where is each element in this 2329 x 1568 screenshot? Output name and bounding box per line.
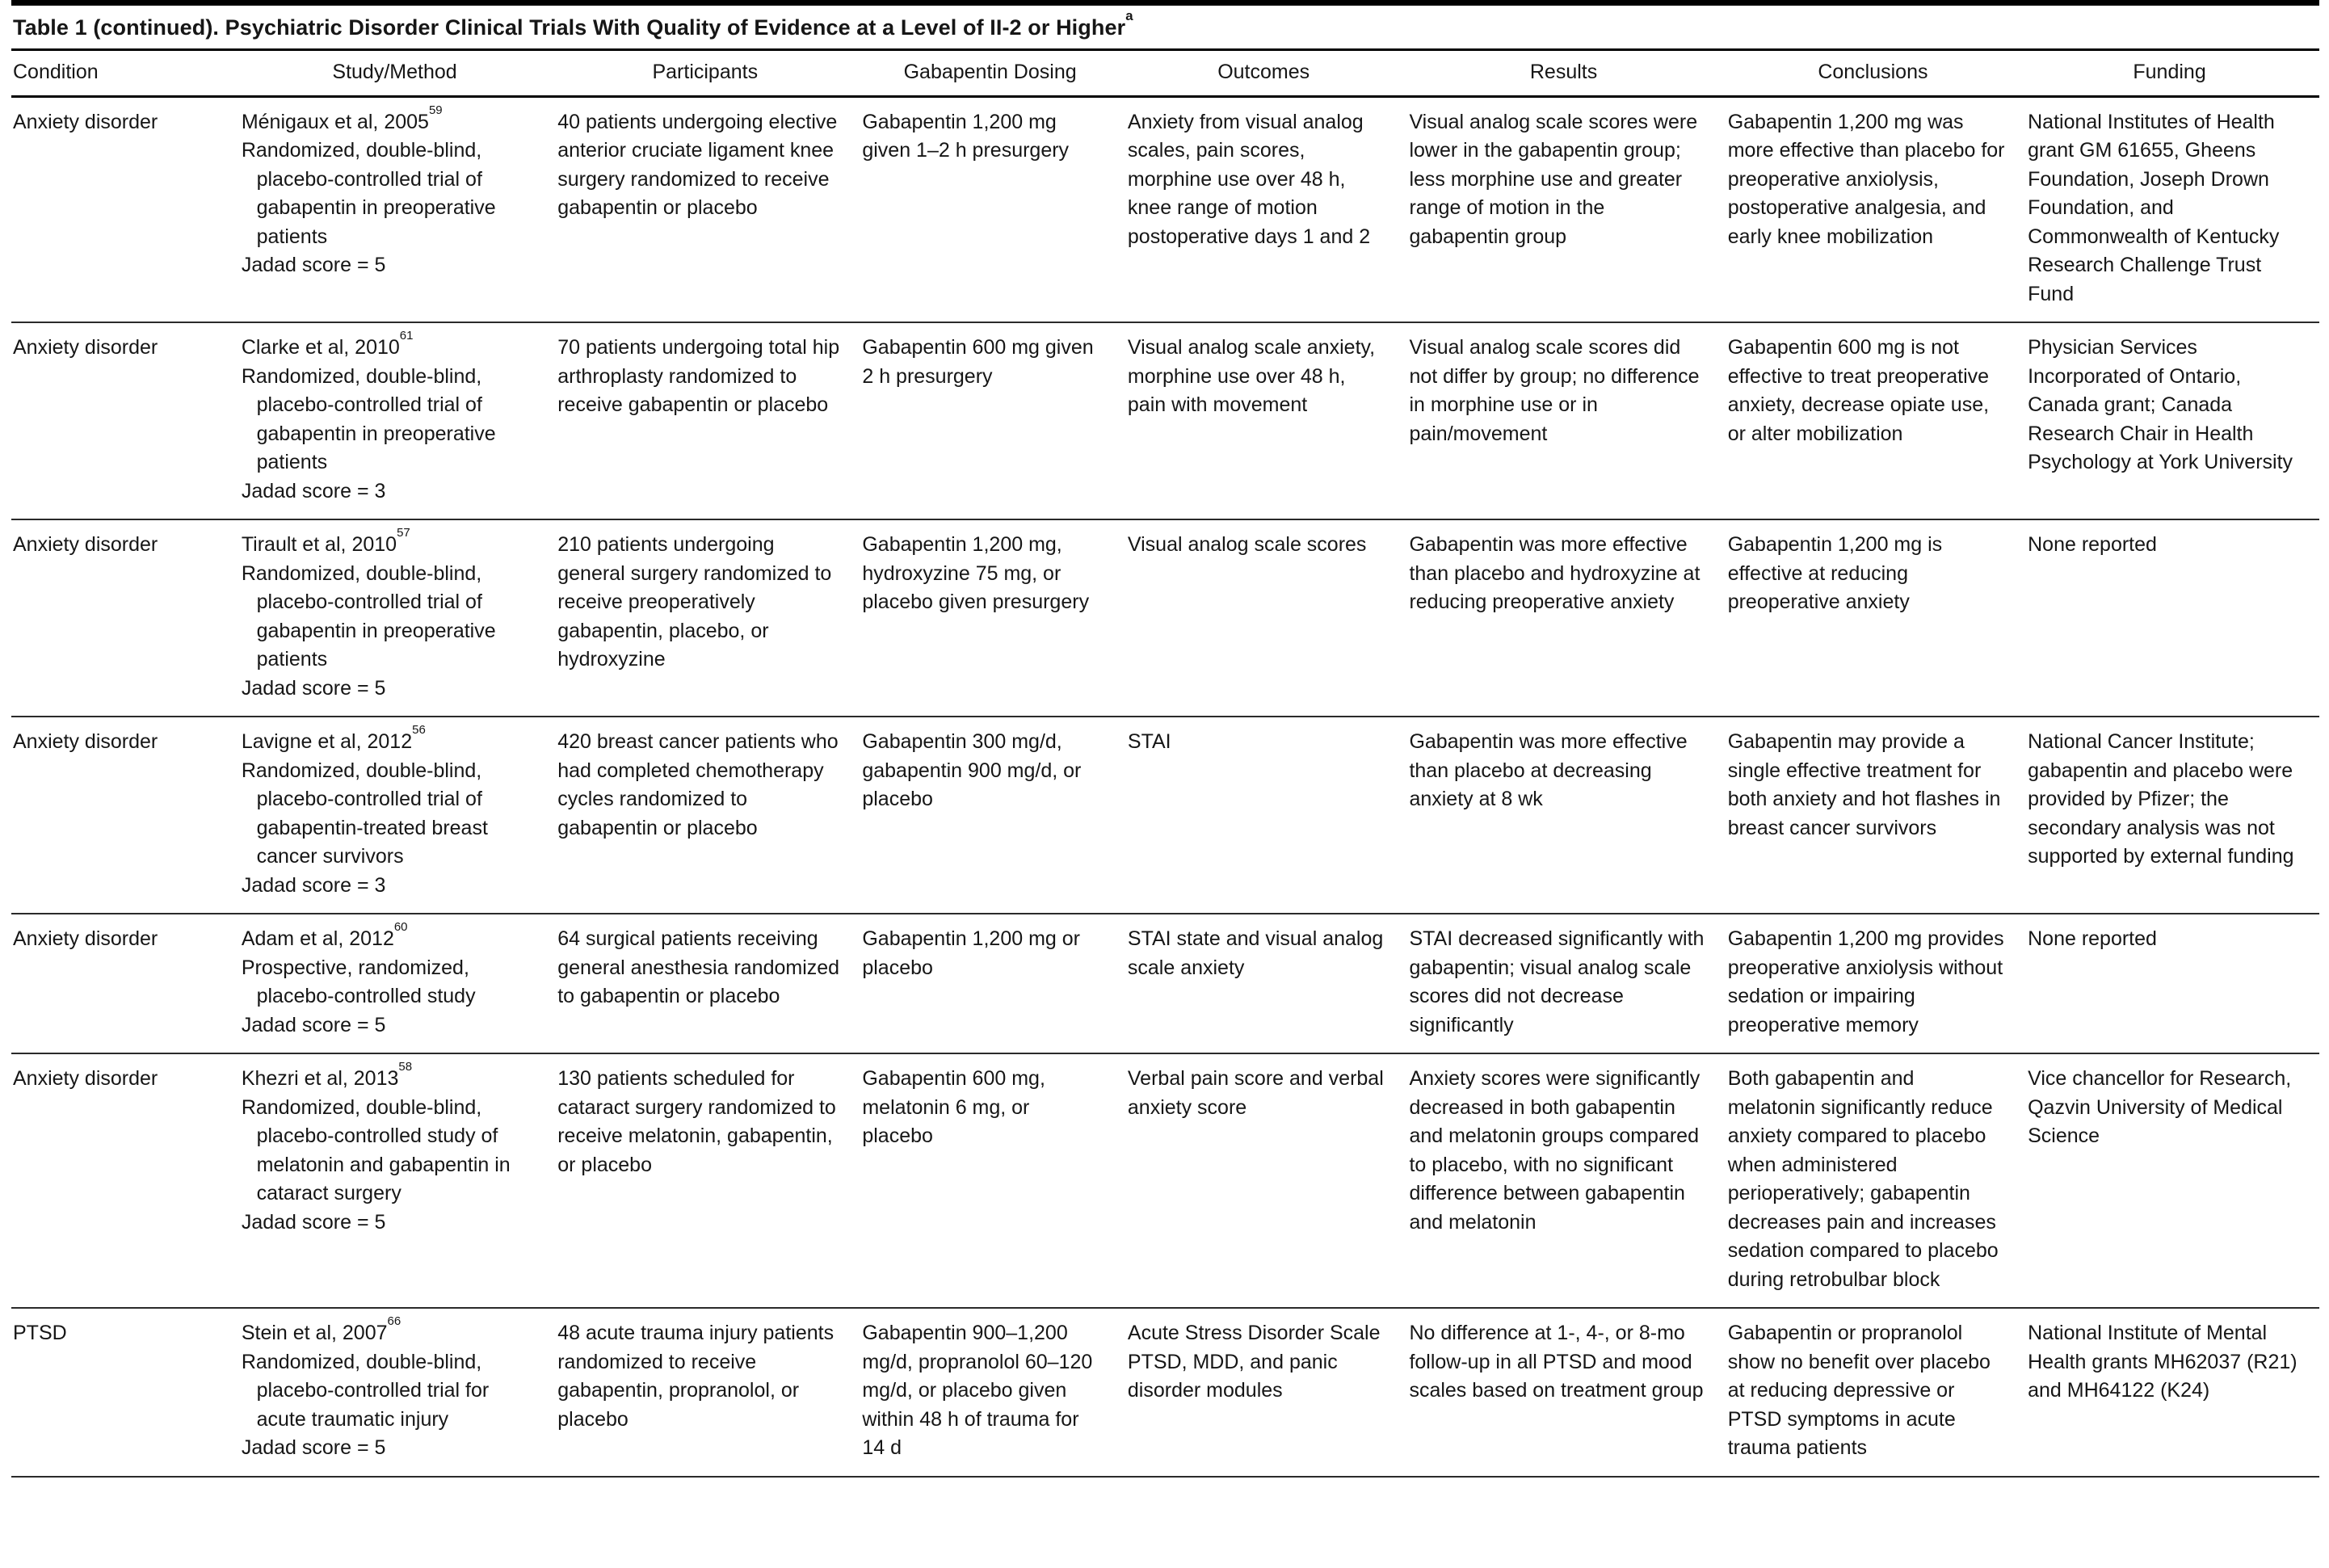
table-row: [11, 717, 2319, 914]
study-citation: [241, 1060, 535, 1094]
cell-gabapentin-dosing: Gabapentin 900–1,200 mg/d, propranolol 60–120 mg/d, or placebo given within 48 h of trauma for 14 d: [860, 1308, 1126, 1477]
cell-gabapentin-dosing: Gabapentin 1,200 mg, hydroxyzine 75 mg, or placebo given presurgery: [860, 519, 1126, 717]
cell-participants: 40 patients undergoing elective anterior cruciate ligament knee surgery randomized to receive gabapentin or placebo: [556, 96, 860, 322]
cell-study-method: [240, 717, 556, 914]
reference-superscript: 59: [428, 103, 443, 117]
study-citation-text: Ménigaux et al, 2005: [241, 110, 429, 133]
cell-participants: 70 patients undergoing total hip arthroplasty randomized to receive gabapentin or placebo: [556, 322, 860, 519]
cell-condition: Anxiety disorder: [11, 96, 240, 322]
reference-superscript: 58: [398, 1060, 413, 1074]
study-jadad-score: Jadad score = 3: [241, 873, 386, 897]
cell-study-method: [240, 1053, 556, 1308]
cell-funding: National Institutes of Health grant GM 61655, Gheens Foundation, Joseph Drown Foundation, and Commonwealth of Kentucky Research Challenge Trust Fund: [2026, 96, 2319, 322]
cell-condition: Anxiety disorder: [11, 322, 240, 519]
study-jadad-score: Jadad score = 5: [241, 1436, 386, 1459]
cell-results: No difference at 1-, 4-, or 8-mo follow-up in all PTSD and mood scales based on treatment group: [1407, 1308, 1726, 1477]
reference-superscript: 57: [397, 526, 410, 540]
cell-conclusions: Gabapentin 600 mg is not effective to treat preoperative anxiety, decrease opiate use, or alter mobilization: [1726, 322, 2026, 519]
study-jadad-score: Jadad score = 5: [241, 676, 386, 700]
study-citation: [241, 723, 535, 757]
cell-gabapentin-dosing: Gabapentin 600 mg, melatonin 6 mg, or placebo: [860, 1053, 1126, 1308]
cell-conclusions: Gabapentin may provide a single effective treatment for both anxiety and hot flashes in breast cancer survivors: [1726, 717, 2026, 914]
cell-study-method: [240, 96, 556, 322]
study-jadad-score: Jadad score = 5: [241, 254, 386, 276]
reference-superscript: 61: [399, 329, 414, 343]
cell-conclusions: Gabapentin 1,200 mg provides preoperative anxiolysis without sedation or impairing preoperative memory: [1726, 914, 2026, 1053]
column-header-outcomes: Outcomes: [1126, 51, 1408, 96]
study-description: Prospective, randomized, placebo-controlled study: [241, 956, 476, 1007]
cell-results: Anxiety scores were significantly decreased in both gabapentin and melatonin groups compared to placebo, with no significant difference between gabapentin and melatonin: [1407, 1053, 1726, 1308]
table-title: [11, 0, 2319, 51]
cell-participants: 48 acute trauma injury patients randomized to receive gabapentin, propranolol, or placebo: [556, 1308, 860, 1477]
study-citation-text: Adam et al, 2012: [241, 927, 394, 950]
cell-condition: PTSD: [11, 1308, 240, 1477]
cell-study-method: [240, 519, 556, 717]
column-header-funding: Funding: [2026, 51, 2319, 96]
study-jadad-score: Jadad score = 5: [241, 1210, 386, 1234]
cell-condition: Anxiety disorder: [11, 717, 240, 914]
table-row: [11, 1308, 2319, 1477]
cell-funding: Physician Services Incorporated of Ontario, Canada grant; Canada Research Chair in Health Psychology at York University: [2026, 322, 2319, 519]
cell-conclusions: Gabapentin 1,200 mg is effective at reducing preoperative anxiety: [1726, 519, 2026, 717]
study-citation-text: Stein et al, 2007: [241, 1322, 388, 1344]
table-row: [11, 1053, 2319, 1308]
cell-participants: 420 breast cancer patients who had completed chemotherapy cycles randomized to gabapentin or placebo: [556, 717, 860, 914]
cell-funding: None reported: [2026, 519, 2319, 717]
cell-gabapentin-dosing: Gabapentin 1,200 mg or placebo: [860, 914, 1126, 1053]
cell-conclusions: Gabapentin 1,200 mg was more effective than placebo for preoperative anxiolysis, postoperative analgesia, and early knee mobilization: [1726, 96, 2026, 322]
column-header-results: Results: [1407, 51, 1726, 96]
study-citation: [241, 526, 535, 560]
table-row: [11, 96, 2319, 322]
study-jadad-score: Jadad score = 5: [241, 1013, 386, 1036]
study-citation-text: Tirault et al, 2010: [241, 533, 397, 556]
cell-condition: Anxiety disorder: [11, 519, 240, 717]
cell-outcomes: STAI state and visual analog scale anxiety: [1126, 914, 1408, 1053]
cell-participants: 210 patients undergoing general surgery randomized to receive preoperatively gabapentin, placebo, or hydroxyzine: [556, 519, 860, 717]
cell-results: Visual analog scale scores did not differ by group; no difference in morphine use or in pain/movement: [1407, 322, 1726, 519]
study-description: Randomized, double-blind, placebo-controlled trial of gabapentin in preoperative patients: [241, 364, 496, 473]
column-header-conclusions: Conclusions: [1726, 51, 2026, 96]
cell-outcomes: Anxiety from visual analog scales, pain scores, morphine use over 48 h, knee range of motion postoperative days 1 and 2: [1126, 96, 1408, 322]
study-description: Randomized, double-blind, placebo-controlled trial for acute traumatic injury: [241, 1350, 490, 1431]
cell-funding: National Institute of Mental Health grants MH62037 (R21) and MH64122 (K24): [2026, 1308, 2319, 1477]
cell-study-method: [240, 914, 556, 1053]
column-header-study-method: Study/Method: [240, 51, 556, 96]
cell-conclusions: Both gabapentin and melatonin significantly reduce anxiety compared to placebo when administered perioperatively; gabapentin decreases pain and increases sedation compared to placebo during retrobulbar block: [1726, 1053, 2026, 1308]
cell-funding: Vice chancellor for Research, Qazvin University of Medical Science: [2026, 1053, 2319, 1308]
cell-results: Gabapentin was more effective than placebo and hydroxyzine at reducing preoperative anxiety: [1407, 519, 1726, 717]
column-header-participants: Participants: [556, 51, 860, 96]
cell-outcomes: STAI: [1126, 717, 1408, 914]
cell-conclusions: Gabapentin or propranolol show no benefit over placebo at reducing depressive or PTSD symptoms in acute trauma patients: [1726, 1308, 2026, 1477]
table-row: [11, 519, 2319, 717]
column-header-condition: Condition: [11, 51, 240, 96]
cell-study-method: [240, 1308, 556, 1477]
cell-outcomes: Verbal pain score and verbal anxiety score: [1126, 1053, 1408, 1308]
table-row: [11, 914, 2319, 1053]
study-jadad-score: Jadad score = 3: [241, 479, 386, 502]
table-body: [11, 96, 2319, 1477]
header-row: [11, 51, 2319, 96]
cell-results: Gabapentin was more effective than placebo at decreasing anxiety at 8 wk: [1407, 717, 1726, 914]
reference-superscript: 66: [387, 1314, 401, 1329]
cell-funding: National Cancer Institute; gabapentin and placebo were provided by Pfizer; the secondary analysis was not supported by external funding: [2026, 717, 2319, 914]
study-citation-text: Khezri et al, 2013: [241, 1067, 399, 1090]
table-title-text: Table 1 (continued). Psychiatric Disorder Clinical Trials With Quality of Evidence at a Level of II-2 or Higher: [13, 15, 1126, 40]
cell-outcomes: Visual analog scale scores: [1126, 519, 1408, 717]
cell-results: STAI decreased significantly with gabapentin; visual analog scale scores did not decrease significantly: [1407, 914, 1726, 1053]
study-citation: [241, 329, 535, 363]
study-description: Randomized, double-blind, placebo-controlled trial of gabapentin-treated breast cancer survivors: [241, 759, 488, 868]
study-description: Randomized, double-blind, placebo-controlled trial of gabapentin in preoperative patients: [241, 139, 496, 248]
clinical-trials-table: [11, 51, 2319, 1478]
table-header: [11, 51, 2319, 96]
table-title-footnote-marker: a: [1125, 7, 1133, 23]
reference-superscript: 56: [412, 723, 426, 738]
cell-gabapentin-dosing: Gabapentin 1,200 mg given 1–2 h presurgery: [860, 96, 1126, 322]
table-row: [11, 322, 2319, 519]
study-citation: [241, 1314, 535, 1348]
study-citation-text: Lavigne et al, 2012: [241, 730, 413, 753]
study-citation-text: Clarke et al, 2010: [241, 336, 400, 359]
cell-outcomes: Visual analog scale anxiety, morphine use over 48 h, pain with movement: [1126, 322, 1408, 519]
cell-gabapentin-dosing: Gabapentin 600 mg given 2 h presurgery: [860, 322, 1126, 519]
cell-participants: 64 surgical patients receiving general anesthesia randomized to gabapentin or placebo: [556, 914, 860, 1053]
study-citation: [241, 920, 535, 954]
cell-funding: None reported: [2026, 914, 2319, 1053]
cell-outcomes: Acute Stress Disorder Scale PTSD, MDD, and panic disorder modules: [1126, 1308, 1408, 1477]
cell-results: Visual analog scale scores were lower in the gabapentin group; less morphine use and greater range of motion in the gabapentin group: [1407, 96, 1726, 322]
column-header-gabapentin-dosing: Gabapentin Dosing: [860, 51, 1126, 96]
reference-superscript: 60: [393, 920, 408, 935]
cell-study-method: [240, 322, 556, 519]
cell-gabapentin-dosing: Gabapentin 300 mg/d, gabapentin 900 mg/d, or placebo: [860, 717, 1126, 914]
study-description: Randomized, double-blind, placebo-controlled trial of gabapentin in preoperative patients: [241, 561, 496, 670]
cell-condition: Anxiety disorder: [11, 914, 240, 1053]
study-description: Randomized, double-blind, placebo-controlled study of melatonin and gabapentin in cataract surgery: [241, 1095, 511, 1204]
cell-participants: 130 patients scheduled for cataract surgery randomized to receive melatonin, gabapentin, or placebo: [556, 1053, 860, 1308]
study-citation: [241, 103, 535, 137]
cell-condition: Anxiety disorder: [11, 1053, 240, 1308]
